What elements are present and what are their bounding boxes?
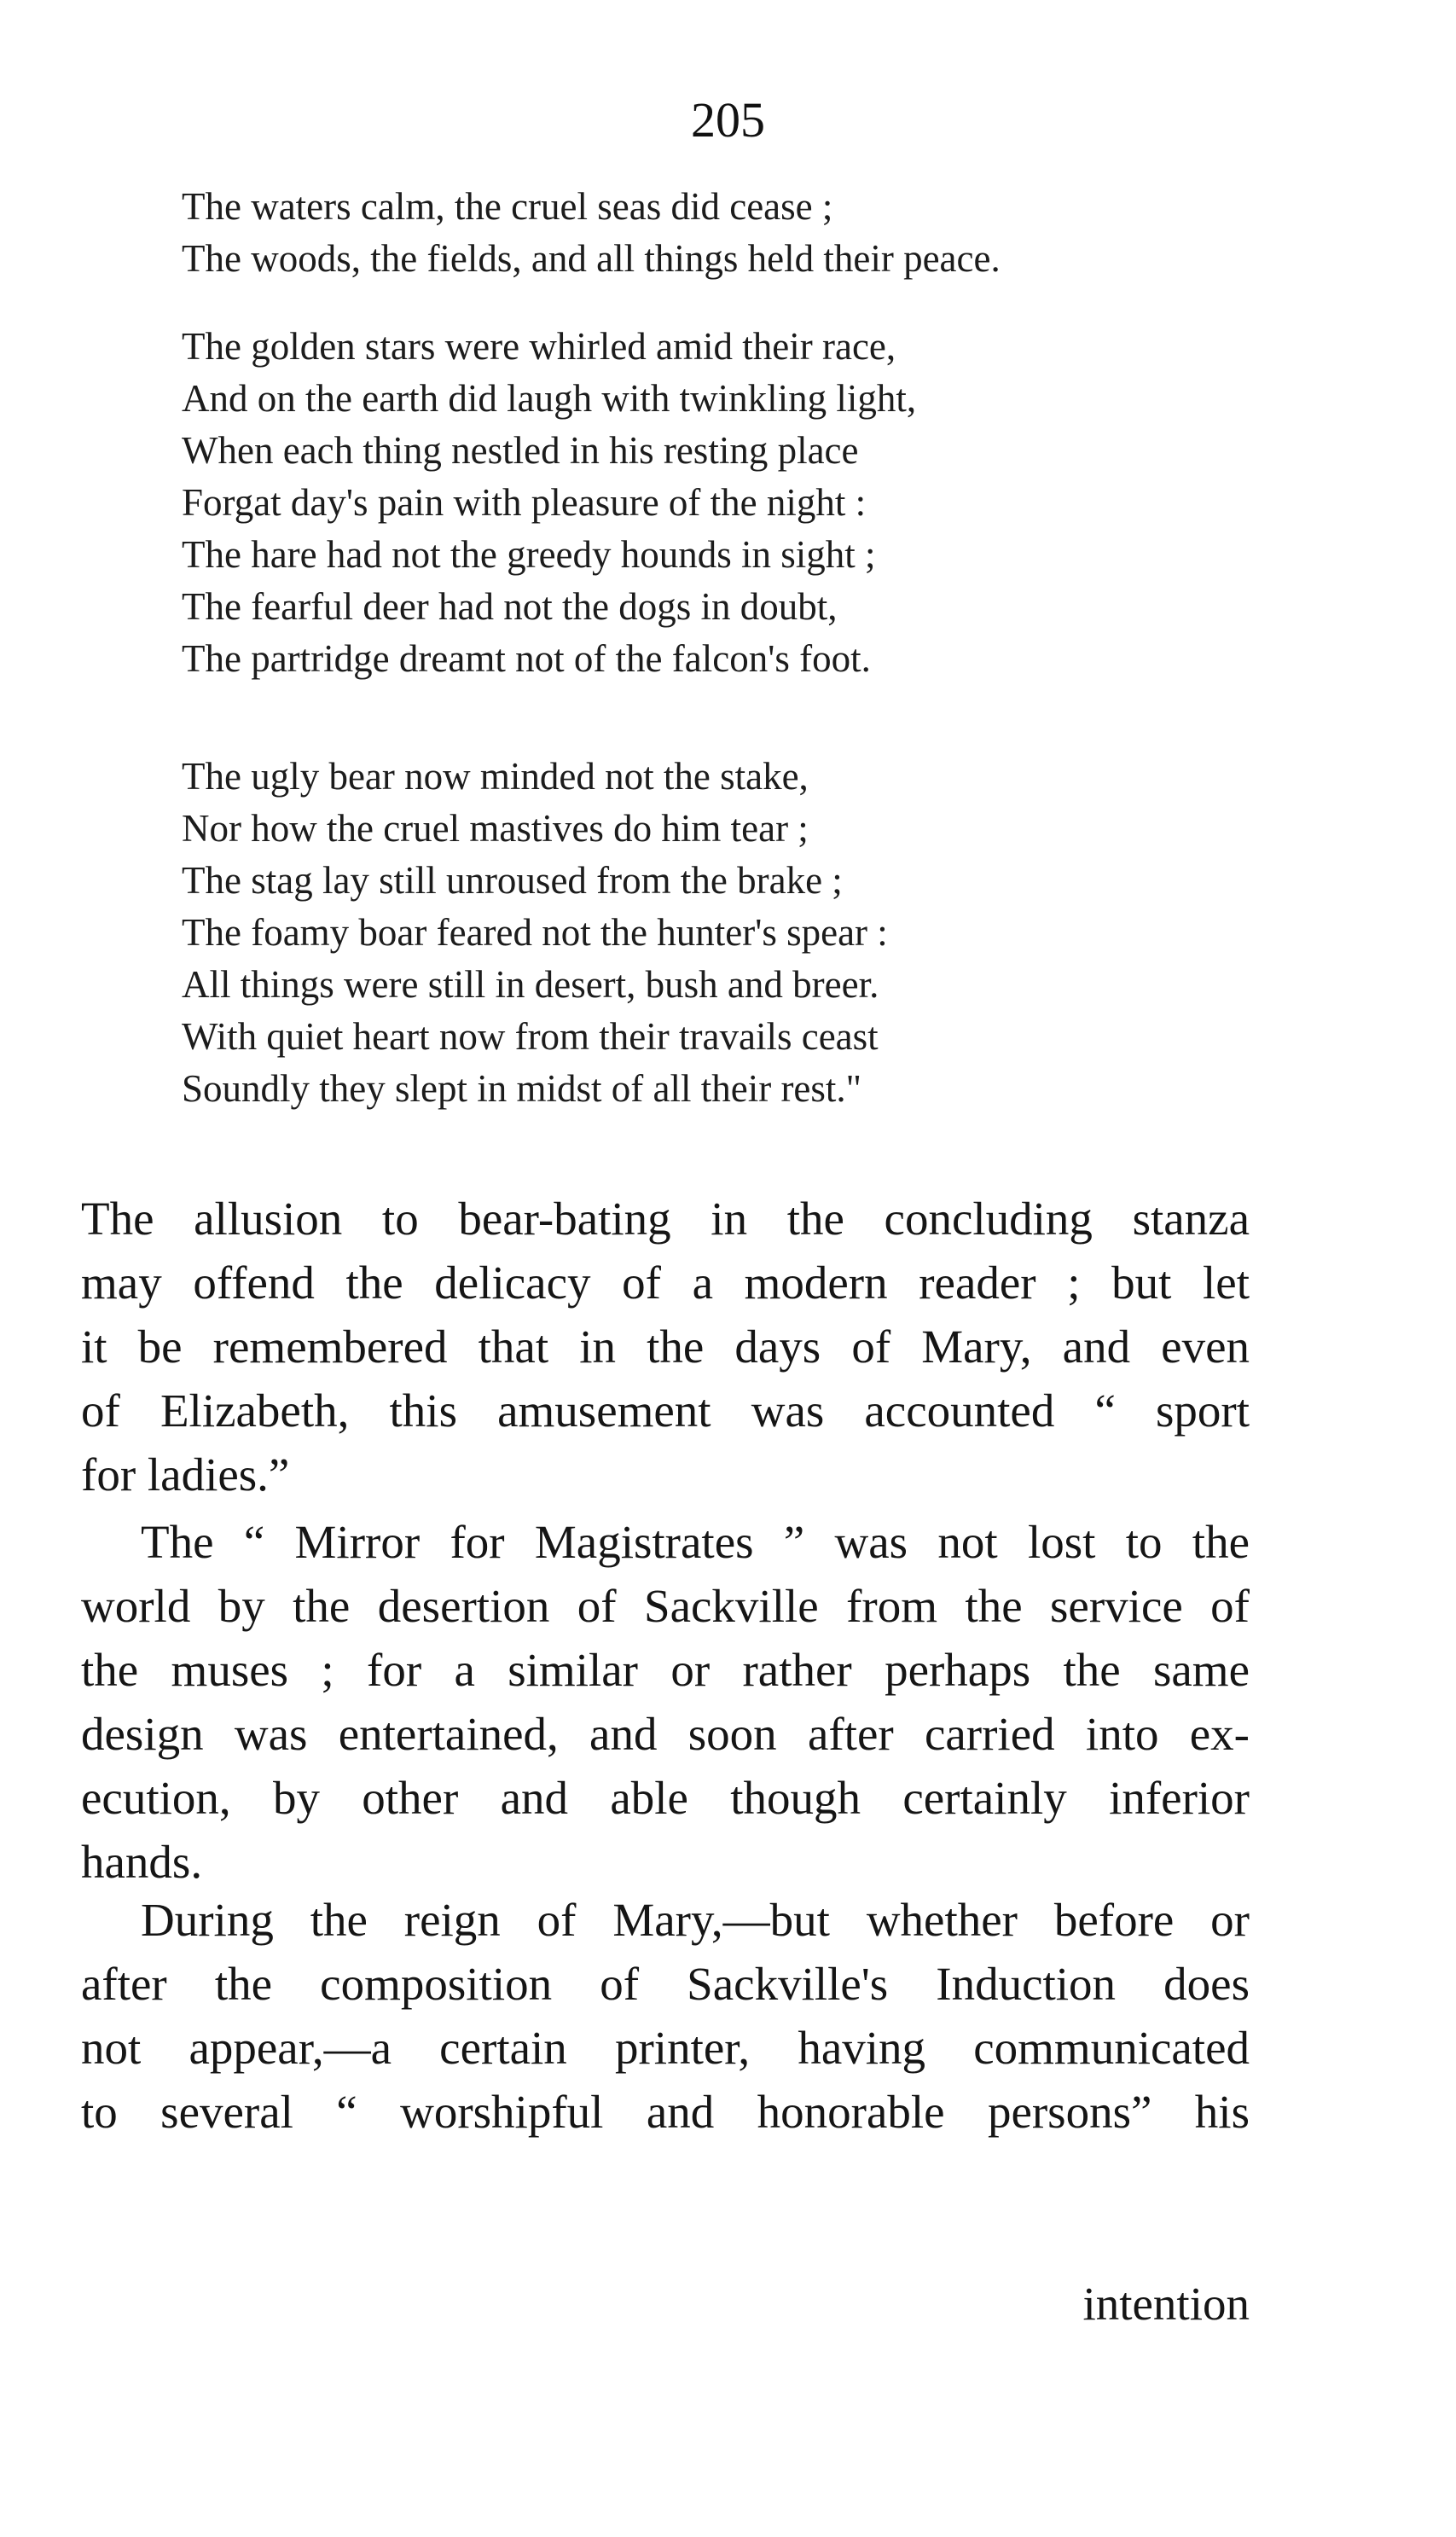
poem-line: Soundly they slept in midst of all their rest." bbox=[182, 1067, 862, 1110]
prose-line: may offend the delicacy of a modern reader ; but let bbox=[81, 1257, 1250, 1309]
poem-line: Forgat day's pain with pleasure of the night : bbox=[182, 481, 867, 524]
prose-line: not appear,—a certain printer, having communicated bbox=[81, 2022, 1250, 2074]
poem-line: And on the earth did laugh with twinkling light, bbox=[182, 377, 917, 420]
poem-stanza-2 bbox=[182, 321, 1325, 685]
poem-line: The golden stars were whirled amid their race, bbox=[182, 325, 896, 368]
poem-line: The ugly bear now minded not the stake, bbox=[182, 755, 809, 798]
prose-line: world by the desertion of Sackville from the service of bbox=[81, 1580, 1250, 1632]
prose-paragraph-3 bbox=[81, 1888, 1250, 2144]
poem-line: The woods, the fields, and all things held their peace. bbox=[182, 237, 1001, 280]
poem-line: Nor how the cruel mastives do him tear ; bbox=[182, 807, 809, 850]
prose-paragraph-2 bbox=[81, 1510, 1250, 1894]
poem-line: The waters calm, the cruel seas did cease ; bbox=[182, 185, 833, 228]
poem-line: With quiet heart now from their travails ceast bbox=[182, 1015, 879, 1058]
poem-line: The stag lay still unroused from the brake ; bbox=[182, 859, 843, 902]
catchword: intention bbox=[1082, 2278, 1250, 2330]
prose-line: to several “ worshipful and honorable persons” his bbox=[81, 2086, 1250, 2138]
poem-stanza-1 bbox=[182, 181, 1325, 285]
prose-line: During the reign of Mary,—but whether before or bbox=[141, 1894, 1250, 1946]
prose-line: it be remembered that in the days of Mary, and even bbox=[81, 1321, 1250, 1373]
poem-stanza-3 bbox=[182, 751, 1325, 1115]
prose-line: design was entertained, and soon after carried into ex- bbox=[81, 1708, 1250, 1760]
prose-line: of Elizabeth, this amusement was accounted “ sport bbox=[81, 1385, 1250, 1437]
poem-line: All things were still in desert, bush and breer. bbox=[182, 963, 879, 1006]
prose-line: for ladies.” bbox=[81, 1448, 290, 1501]
prose-line: hands. bbox=[81, 1836, 203, 1888]
prose-paragraph-1 bbox=[81, 1187, 1250, 1507]
poem-line: The partridge dreamt not of the falcon's foot. bbox=[182, 637, 871, 680]
prose-line: The “ Mirror for Magistrates ” was not lost to the bbox=[141, 1516, 1250, 1568]
prose-line: after the composition of Sackville's Induction does bbox=[81, 1958, 1250, 2010]
poem-line: When each thing nestled in his resting place bbox=[182, 429, 859, 472]
prose-line: The allusion to bear-bating in the concluding stanza bbox=[81, 1193, 1250, 1245]
poem-line: The fearful deer had not the dogs in doubt, bbox=[182, 585, 838, 628]
prose-line: ecution, by other and able though certainly inferior bbox=[81, 1772, 1250, 1824]
page-number: 205 bbox=[691, 92, 765, 148]
poem-line: The foamy boar feared not the hunter's spear : bbox=[182, 911, 888, 954]
poem-line: The hare had not the greedy hounds in sight ; bbox=[182, 533, 876, 576]
prose-line: the muses ; for a similar or rather perhaps the same bbox=[81, 1644, 1250, 1696]
